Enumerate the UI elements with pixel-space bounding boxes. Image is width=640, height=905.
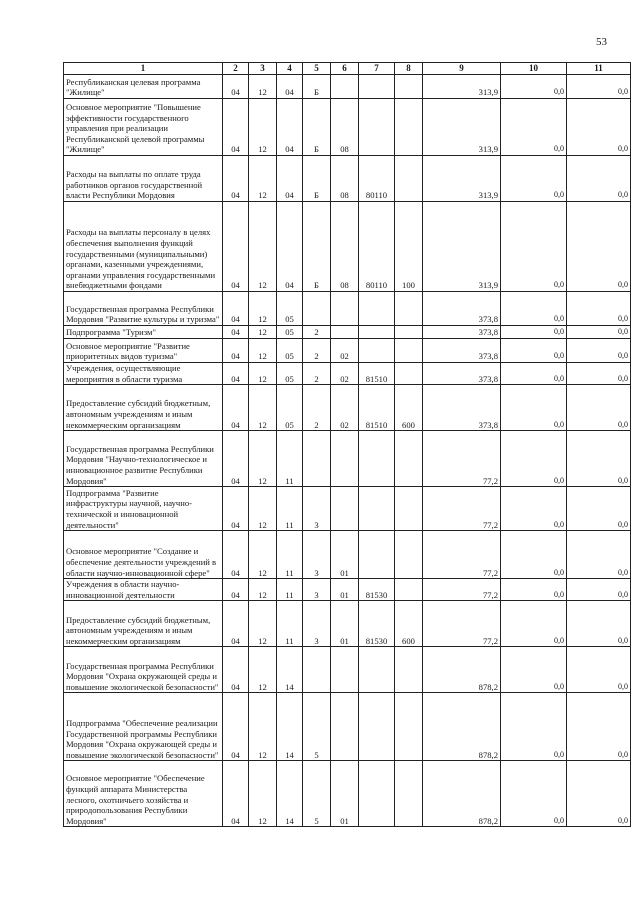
amount-10-cell: 0,0 [501,693,567,761]
amount-10-cell: 0,0 [501,292,567,326]
amount-9-cell: 313,9 [423,156,501,202]
amount-11-cell: 0,0 [567,156,631,202]
col-7-cell [359,487,395,531]
col-7-cell [359,75,395,99]
amount-11-cell: 0,0 [567,761,631,827]
row-name-cell: Государственная программа Республики Мордовия "Развитие культуры и туризма" [64,292,223,326]
header-cell: 3 [249,63,277,75]
col-4-cell: 04 [277,75,303,99]
col-8-cell [395,531,423,579]
row-name-cell: Государственная программа Республики Мордовия "Охрана окружающей среды и повышение экологической безопасности" [64,647,223,693]
col-7-cell [359,531,395,579]
col-5-cell: Б [303,75,331,99]
amount-11-cell: 0,0 [567,75,631,99]
col-7-cell [359,339,395,363]
amount-10-cell: 0,0 [501,326,567,339]
col-5-cell: 5 [303,693,331,761]
amount-11-cell: 0,0 [567,487,631,531]
col-8-cell [395,487,423,531]
col-5-cell: 2 [303,363,331,385]
amount-10-cell: 0,0 [501,385,567,431]
amount-9-cell: 373,8 [423,292,501,326]
col-2-cell: 04 [223,531,249,579]
col-8-cell [395,99,423,156]
col-5-cell: 3 [303,601,331,647]
amount-10-cell: 0,0 [501,487,567,531]
col-8-cell [395,339,423,363]
amount-11-cell: 0,0 [567,326,631,339]
col-8-cell [395,761,423,827]
col-3-cell: 12 [249,326,277,339]
header-cell: 6 [331,63,359,75]
table-row [64,339,631,363]
col-6-cell: 08 [331,202,359,292]
col-3-cell: 12 [249,487,277,531]
col-8-cell [395,326,423,339]
table-row [64,156,631,202]
col-6-cell [331,75,359,99]
amount-10-cell: 0,0 [501,363,567,385]
budget-table [63,62,631,827]
col-7-cell [359,647,395,693]
col-5-cell: Б [303,202,331,292]
amount-9-cell: 77,2 [423,531,501,579]
col-8-cell [395,292,423,326]
amount-9-cell: 373,8 [423,385,501,431]
amount-11-cell: 0,0 [567,601,631,647]
col-5-cell: 3 [303,487,331,531]
col-4-cell: 11 [277,431,303,487]
col-7-cell [359,292,395,326]
table-row [64,431,631,487]
row-name-cell: Учреждения в области научно-инновационной деятельности [64,579,223,601]
col-3-cell: 12 [249,761,277,827]
col-2-cell: 04 [223,601,249,647]
amount-11-cell: 0,0 [567,292,631,326]
amount-10-cell: 0,0 [501,202,567,292]
col-8-cell [395,75,423,99]
amount-11-cell: 0,0 [567,693,631,761]
col-5-cell: 3 [303,579,331,601]
col-5-cell: 2 [303,339,331,363]
col-2-cell: 04 [223,761,249,827]
header-cell: 7 [359,63,395,75]
col-6-cell: 02 [331,363,359,385]
header-cell: 10 [501,63,567,75]
amount-10-cell: 0,0 [501,156,567,202]
col-7-cell: 81510 [359,363,395,385]
row-name-cell: Расходы на выплаты по оплате труда работников органов государственной власти Республики Мордовия [64,156,223,202]
row-name-cell: Подпрограмма "Развитие инфраструктуры научной, научно-технической и инновационной деятельности" [64,487,223,531]
col-4-cell: 14 [277,761,303,827]
row-name-cell: Основное мероприятие "Создание и обеспечение деятельности учреждений в области научно-инновационной сфере" [64,531,223,579]
table-row [64,363,631,385]
table-row [64,202,631,292]
col-2-cell: 04 [223,579,249,601]
table-row [64,647,631,693]
col-6-cell: 01 [331,579,359,601]
col-7-cell: 80110 [359,156,395,202]
col-6-cell [331,431,359,487]
header-cell: 5 [303,63,331,75]
table-row [64,326,631,339]
col-4-cell: 04 [277,156,303,202]
row-name-cell: Предоставление субсидий бюджетным, автономным учреждениям и иным некоммерческим организациям [64,385,223,431]
col-6-cell: 01 [331,601,359,647]
header-row [64,63,631,75]
amount-9-cell: 77,2 [423,487,501,531]
header-cell: 8 [395,63,423,75]
col-7-cell: 81510 [359,385,395,431]
amount-9-cell: 878,2 [423,647,501,693]
col-2-cell: 04 [223,156,249,202]
col-2-cell: 04 [223,363,249,385]
col-7-cell: 81530 [359,579,395,601]
col-6-cell: 08 [331,99,359,156]
col-2-cell: 04 [223,326,249,339]
col-5-cell [303,431,331,487]
col-4-cell: 04 [277,202,303,292]
amount-9-cell: 77,2 [423,579,501,601]
col-2-cell: 04 [223,487,249,531]
row-name-cell: Основное мероприятие "Обеспечение функций аппарата Министерства лесного, охотничьего хозяйства и природопользования Республики Мордовия" [64,761,223,827]
header-cell: 2 [223,63,249,75]
row-name-cell: Подпрограмма "Обеспечение реализации Государственной программы Республики Мордовия "Охрана окружающей среды и повышение экологической безопасности" [64,693,223,761]
col-5-cell: 2 [303,326,331,339]
col-4-cell: 05 [277,363,303,385]
col-2-cell: 04 [223,431,249,487]
col-6-cell: 02 [331,385,359,431]
amount-11-cell: 0,0 [567,579,631,601]
amount-10-cell: 0,0 [501,647,567,693]
col-7-cell: 81530 [359,601,395,647]
table-row [64,99,631,156]
col-4-cell: 04 [277,99,303,156]
col-5-cell [303,292,331,326]
col-6-cell: 08 [331,156,359,202]
col-8-cell [395,156,423,202]
col-6-cell: 01 [331,531,359,579]
col-4-cell: 11 [277,601,303,647]
amount-11-cell: 0,0 [567,363,631,385]
col-6-cell [331,326,359,339]
col-3-cell: 12 [249,579,277,601]
col-4-cell: 05 [277,292,303,326]
col-5-cell: 2 [303,385,331,431]
col-4-cell: 05 [277,326,303,339]
row-name-cell: Подпрограмма "Туризм" [64,326,223,339]
header-cell: 11 [567,63,631,75]
col-3-cell: 12 [249,531,277,579]
amount-11-cell: 0,0 [567,339,631,363]
col-8-cell [395,579,423,601]
table-row [64,75,631,99]
col-8-cell [395,363,423,385]
amount-10-cell: 0,0 [501,75,567,99]
amount-11-cell: 0,0 [567,99,631,156]
amount-9-cell: 77,2 [423,431,501,487]
col-7-cell [359,431,395,487]
header-cell: 9 [423,63,501,75]
table-row [64,693,631,761]
amount-11-cell: 0,0 [567,531,631,579]
table-row [64,487,631,531]
col-2-cell: 04 [223,75,249,99]
col-6-cell [331,693,359,761]
col-2-cell: 04 [223,99,249,156]
col-2-cell: 04 [223,647,249,693]
col-3-cell: 12 [249,693,277,761]
amount-9-cell: 878,2 [423,761,501,827]
row-name-cell: Основное мероприятие "Повышение эффективности государственного управления при реализации Республиканской целевой программы "Жилище" [64,99,223,156]
col-3-cell: 12 [249,75,277,99]
col-8-cell: 100 [395,202,423,292]
col-6-cell [331,487,359,531]
col-8-cell [395,431,423,487]
header-cell: 4 [277,63,303,75]
col-2-cell: 04 [223,292,249,326]
col-2-cell: 04 [223,339,249,363]
col-4-cell: 05 [277,339,303,363]
table-row [64,385,631,431]
col-3-cell: 12 [249,647,277,693]
col-3-cell: 12 [249,431,277,487]
col-7-cell [359,693,395,761]
table-row [64,531,631,579]
col-4-cell: 11 [277,579,303,601]
col-6-cell: 02 [331,339,359,363]
col-5-cell: Б [303,156,331,202]
amount-9-cell: 77,2 [423,601,501,647]
amount-11-cell: 0,0 [567,647,631,693]
amount-9-cell: 878,2 [423,693,501,761]
col-3-cell: 12 [249,363,277,385]
amount-9-cell: 373,8 [423,339,501,363]
col-8-cell [395,693,423,761]
row-name-cell: Расходы на выплаты персоналу в целях обеспечения выполнения функций государственными (муниципальными) органами, казенными учреждениями, органами управления государственными внебюджетными фондами [64,202,223,292]
col-3-cell: 12 [249,292,277,326]
col-7-cell [359,761,395,827]
row-name-cell: Предоставление субсидий бюджетным, автономным учреждениям и иным некоммерческим организациям [64,601,223,647]
row-name-cell: Основное мероприятие "Развитие приоритетных видов туризма" [64,339,223,363]
col-3-cell: 12 [249,202,277,292]
col-7-cell [359,99,395,156]
col-3-cell: 12 [249,385,277,431]
row-name-cell: Учреждения, осуществляющие мероприятия в области туризма [64,363,223,385]
col-3-cell: 12 [249,601,277,647]
col-5-cell: 3 [303,531,331,579]
amount-9-cell: 373,8 [423,326,501,339]
col-2-cell: 04 [223,385,249,431]
amount-9-cell: 373,8 [423,363,501,385]
amount-10-cell: 0,0 [501,601,567,647]
table-row [64,579,631,601]
col-4-cell: 11 [277,487,303,531]
col-3-cell: 12 [249,156,277,202]
col-3-cell: 12 [249,99,277,156]
amount-10-cell: 0,0 [501,431,567,487]
col-6-cell [331,292,359,326]
amount-11-cell: 0,0 [567,431,631,487]
amount-11-cell: 0,0 [567,385,631,431]
table-row [64,601,631,647]
amount-9-cell: 313,9 [423,75,501,99]
col-8-cell: 600 [395,601,423,647]
amount-9-cell: 313,9 [423,99,501,156]
amount-10-cell: 0,0 [501,531,567,579]
amount-9-cell: 313,9 [423,202,501,292]
col-4-cell: 14 [277,647,303,693]
amount-10-cell: 0,0 [501,339,567,363]
col-6-cell: 01 [331,761,359,827]
header-cell: 1 [64,63,223,75]
col-4-cell: 14 [277,693,303,761]
page-number: 53 [596,36,607,48]
col-5-cell [303,647,331,693]
col-4-cell: 05 [277,385,303,431]
col-2-cell: 04 [223,693,249,761]
table-row [64,292,631,326]
amount-11-cell: 0,0 [567,202,631,292]
table-row [64,761,631,827]
col-5-cell: Б [303,99,331,156]
col-6-cell [331,647,359,693]
col-8-cell: 600 [395,385,423,431]
row-name-cell: Республиканская целевая программа "Жилище" [64,75,223,99]
col-3-cell: 12 [249,339,277,363]
row-name-cell: Государственная программа Республики Мордовия "Научно-технологическое и инновационное развитие Республики Мордовия" [64,431,223,487]
col-7-cell [359,326,395,339]
col-8-cell [395,647,423,693]
amount-10-cell: 0,0 [501,99,567,156]
col-5-cell: 5 [303,761,331,827]
col-4-cell: 11 [277,531,303,579]
amount-10-cell: 0,0 [501,579,567,601]
amount-10-cell: 0,0 [501,761,567,827]
col-2-cell: 04 [223,202,249,292]
col-7-cell: 80110 [359,202,395,292]
